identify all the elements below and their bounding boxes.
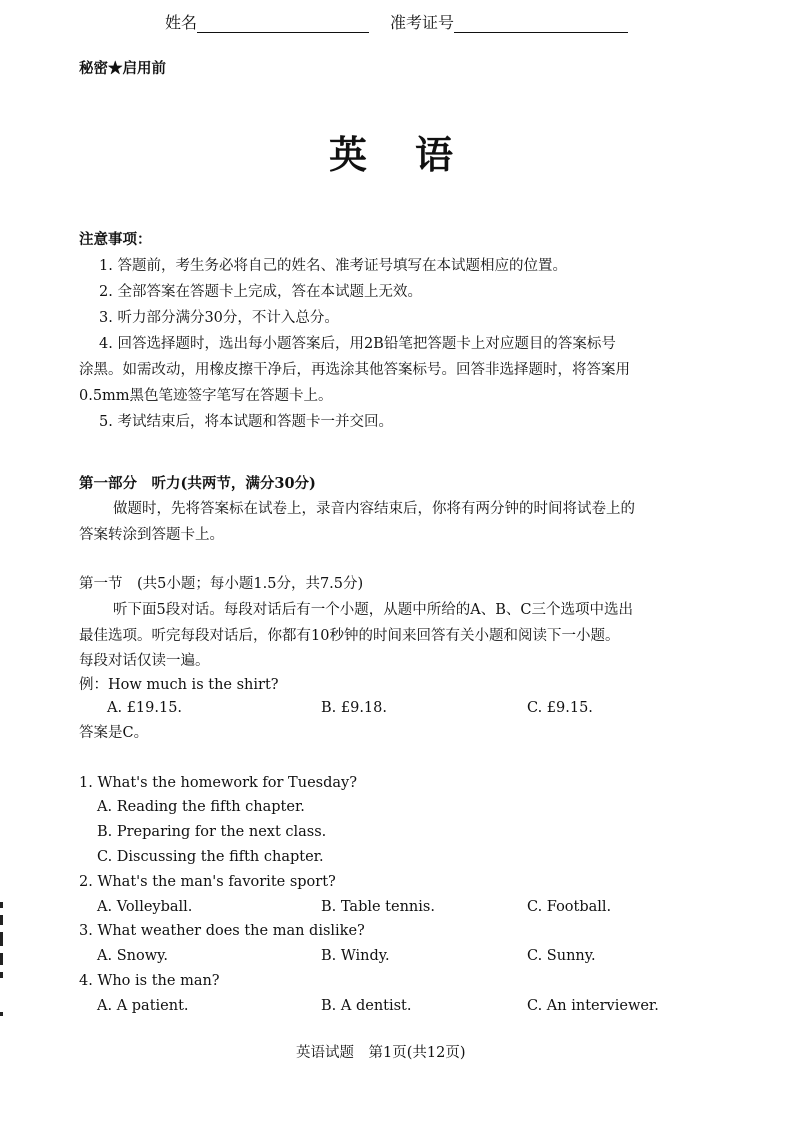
- binding-edge-mark: [0, 953, 3, 965]
- question-4-option-c: C. An interviewer.: [527, 998, 659, 1014]
- name-label: 姓名: [165, 13, 198, 32]
- name-blank: [197, 14, 369, 33]
- name-field: [165, 10, 369, 33]
- section1-instruction: 最佳选项。听完每段对话后，你都有10秒钟的时间来回答有关小题和阅读下一小题。: [79, 628, 620, 644]
- example-option-b: B. £9.18.: [321, 700, 387, 716]
- secret-mark: 秘密★启用前: [79, 60, 166, 77]
- question-1-option-a: A. Reading the fifth chapter.: [97, 799, 305, 815]
- page-footer: 英语试题 第1页(共12页): [296, 1045, 466, 1061]
- notice-item: 0.5mm黑色笔迹签字笔写在答题卡上。: [79, 388, 333, 404]
- binding-edge-mark: [0, 932, 3, 946]
- notice-item: 5. 考试结束后，将本试题和答题卡一并交回。: [99, 414, 393, 430]
- question-1-option-b: B. Preparing for the next class.: [97, 824, 327, 840]
- exam-id-label: 准考证号: [390, 13, 455, 32]
- question-2-option-b: B. Table tennis.: [321, 899, 435, 915]
- exam-id-field: [390, 10, 628, 33]
- section1-instruction: 每段对话仅读一遍。: [79, 653, 210, 669]
- notice-item: 1. 答题前，考生务必将自己的姓名、准考证号填写在本试题相应的位置。: [99, 258, 567, 274]
- question-2-option-c: C. Football.: [527, 899, 612, 915]
- question-2-option-a: A. Volleyball.: [97, 899, 193, 915]
- part1-heading: 第一部分 听力(共两节，满分30分): [79, 475, 316, 492]
- example-answer: 答案是C。: [79, 725, 149, 741]
- question-3: 3. What weather does the man dislike?: [79, 923, 365, 939]
- notice-item: 3. 听力部分满分30分，不计入总分。: [99, 310, 339, 326]
- question-1: 1. What's the homework for Tuesday?: [79, 775, 357, 791]
- question-1-option-c: C. Discussing the fifth chapter.: [97, 849, 324, 865]
- notice-heading: 注意事项：: [79, 231, 152, 248]
- question-4-option-b: B. A dentist.: [321, 998, 412, 1014]
- section1-heading: 第一节 (共5小题；每小题1.5分，共7.5分): [79, 576, 364, 592]
- binding-edge-mark: [0, 972, 3, 978]
- binding-edge-mark: [0, 1012, 3, 1016]
- binding-edge-mark: [0, 915, 3, 925]
- section1-instruction: 听下面5段对话。每段对话后有一个小题，从题中所给的A、B、C三个选项中选出: [113, 602, 633, 618]
- example-option-c: C. £9.15.: [527, 700, 593, 716]
- part1-instruction: 做题时，先将答案标在试卷上，录音内容结束后，你将有两分钟的时间将试卷上的: [113, 501, 635, 517]
- question-4: 4. Who is the man?: [79, 973, 220, 989]
- notice-item: 涂黑。如需改动，用橡皮擦干净后，再选涂其他答案标号。回答非选择题时，将答案用: [79, 362, 630, 378]
- part1-instruction: 答案转涂到答题卡上。: [79, 527, 224, 543]
- exam-id-blank: [454, 14, 628, 33]
- binding-edge-mark: [0, 902, 3, 908]
- notice-item: 4. 回答选择题时，选出每小题答案后，用2B铅笔把答题卡上对应题目的答案标号: [99, 336, 616, 352]
- example-question: 例：How much is the shirt?: [79, 677, 279, 693]
- example-option-a: A. £19.15.: [107, 700, 183, 716]
- notice-item: 2. 全部答案在答题卡上完成，答在本试题上无效。: [99, 284, 422, 300]
- question-3-option-b: B. Windy.: [321, 948, 390, 964]
- question-3-option-c: C. Sunny.: [527, 948, 596, 964]
- question-4-option-a: A. A patient.: [97, 998, 189, 1014]
- page-title: 英 语: [329, 132, 458, 177]
- question-2: 2. What's the man's favorite sport?: [79, 874, 336, 890]
- question-3-option-a: A. Snowy.: [97, 948, 168, 964]
